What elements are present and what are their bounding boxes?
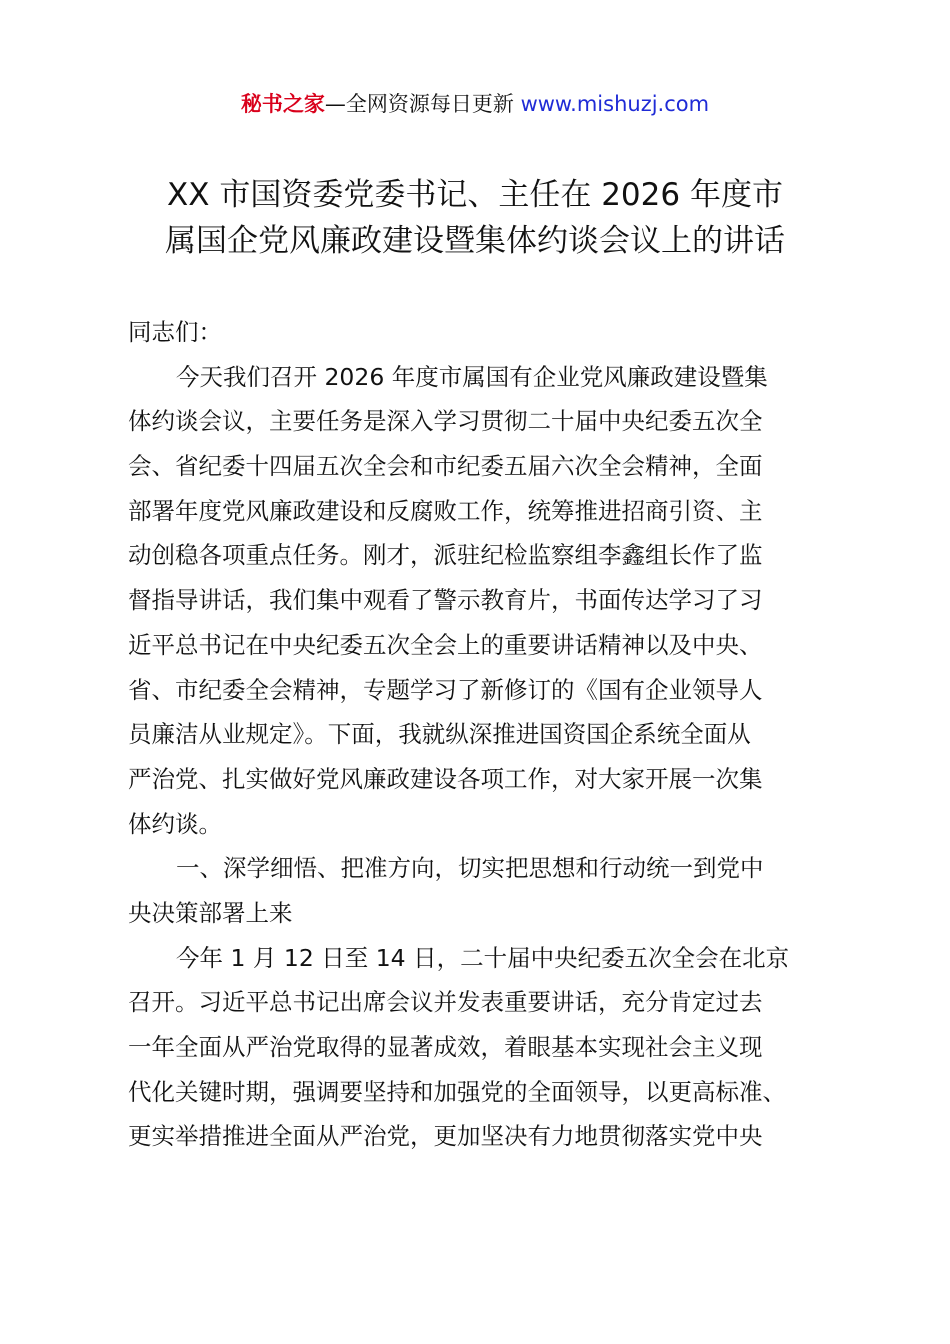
- site-header: [0, 88, 950, 120]
- salutation: 同志们：: [128, 318, 222, 346]
- paragraph-line: 一年全面从严治党取得的显著成效，着眼基本实现社会主义现: [128, 1033, 763, 1061]
- document-title: [60, 172, 890, 264]
- brand-name: 秘书之家: [240, 92, 325, 116]
- paragraph-line: 更实举措推进全面从严治党，更加坚决有力地贯彻落实党中央: [128, 1122, 763, 1151]
- section-heading-1: [128, 846, 868, 935]
- paragraph-line: 近平总书记在中央纪委五次全会上的重要讲话精神以及中央、: [128, 630, 763, 659]
- paragraph-line: 严治党、扎实做好党风廉政建设各项工作，对大家开展一次集: [128, 764, 763, 793]
- header-url-link[interactable]: www.mishuzj.com: [520, 92, 710, 116]
- paragraph-line: 员廉洁从业规定》。下面，我就纵深推进国资国企系统全面从: [128, 720, 751, 749]
- paragraph-line: 今年 1 月 12 日至 14 日，二十届中央纪委五次全会在北京: [176, 943, 790, 972]
- paragraph-section-1: [128, 936, 868, 1159]
- paragraph-line: 今天我们召开 2026 年度市属国有企业党风廉政建设暨集: [176, 362, 768, 391]
- paragraph-intro: [128, 355, 868, 847]
- paragraph-line: 动创稳各项重点任务。刚才，派驻纪检监察组李鑫组长作了监: [128, 541, 763, 570]
- paragraph-line: 代化关键时期，强调要坚持和加强党的全面领导，以更高标准、: [128, 1077, 786, 1106]
- paragraph-line: 会、省纪委十四届五次全会和市纪委五届六次全会精神，全面: [128, 452, 763, 481]
- document-body: [128, 310, 868, 1159]
- paragraph-line: 部署年度党风廉政建设和反腐败工作，统筹推进招商引资、主: [128, 496, 763, 525]
- paragraph-line: 省、市纪委全会精神，专题学习了新修订的《国有企业领导人: [128, 675, 763, 704]
- paragraph-line: 体约谈。: [128, 809, 222, 838]
- header-tagline: —全网资源每日更新: [324, 92, 521, 116]
- paragraph-line: 体约谈会议，主要任务是深入学习贯彻二十届中央纪委五次全: [128, 407, 763, 436]
- heading-line: 一、深学细悟、把准方向，切实把思想和行动统一到党中: [176, 854, 764, 883]
- title-line: XX 市国资委党委书记、主任在 2026 年度市: [167, 177, 783, 213]
- heading-line: 央决策部署上来: [128, 898, 293, 927]
- title-line: 属国企党风廉政建设暨集体约谈会议上的讲话: [165, 223, 785, 259]
- paragraph-line: 督指导讲话，我们集中观看了警示教育片，书面传达学习了习: [128, 586, 763, 615]
- paragraph-line: 召开。习近平总书记出席会议并发表重要讲话，充分肯定过去: [128, 988, 763, 1017]
